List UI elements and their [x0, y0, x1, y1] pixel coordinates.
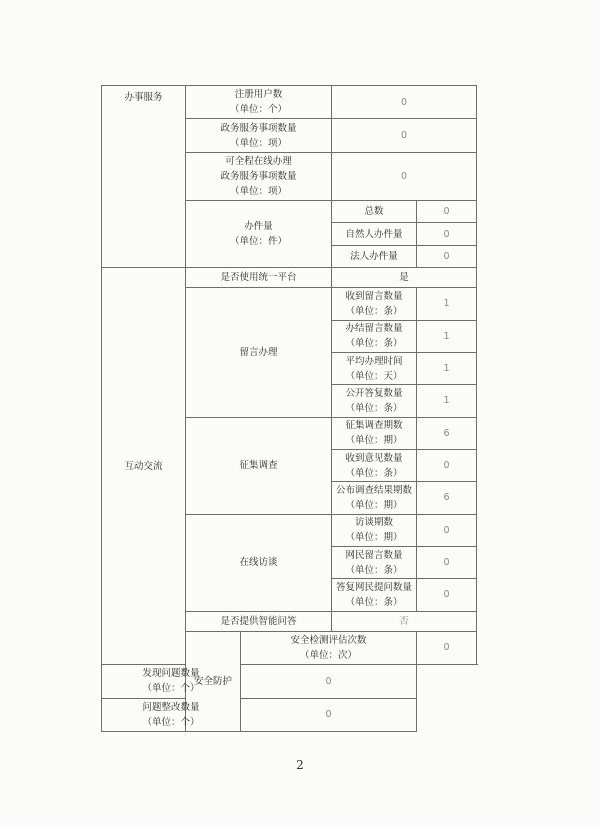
unified-platform-value: 是	[332, 267, 477, 287]
unified-platform-label: 是否使用统一平台	[186, 267, 332, 287]
section-security-title: 安全防护	[186, 631, 241, 731]
interview-answered-label: 答复网民提问数量 （单位：条）	[332, 579, 417, 611]
messages-received-label: 收到留言数量 （单位：条）	[332, 288, 417, 320]
messages-title: 留言办理	[186, 288, 332, 417]
case-legal-value: 0	[417, 245, 477, 267]
messages-received-value: 1	[417, 288, 477, 320]
messages-closed-label: 办结留言数量 （单位：条）	[332, 320, 417, 352]
service-items-label: 政务服务事项数量 （单位：项）	[186, 119, 332, 152]
service-items-value: 0	[332, 119, 477, 152]
statistics-table	[101, 85, 477, 732]
survey-opinions-label: 收到意见数量 （单位：条）	[332, 449, 417, 481]
table-row	[102, 665, 477, 698]
section-interaction-title: 互动交流	[102, 267, 186, 664]
security-issues-value: 0	[241, 665, 417, 698]
security-tests-label: 安全检测评估次数 （单位：次）	[241, 631, 417, 664]
page-number: 2	[296, 758, 304, 772]
registered-users-value: 0	[332, 86, 477, 119]
messages-closed-value: 1	[417, 320, 477, 352]
security-tests-value: 0	[417, 631, 477, 664]
security-issues-label: 发现问题数量 （单位：个）	[102, 665, 241, 698]
case-volume-label: 办件量 （单位：件）	[186, 201, 332, 268]
messages-public-replies-value: 1	[417, 385, 477, 417]
survey-opinions-value: 0	[417, 449, 477, 481]
interview-periods-label: 访谈期数 （单位：期）	[332, 514, 417, 546]
security-fixes-value: 0	[241, 698, 417, 731]
smart-qa-value: 否	[332, 611, 477, 631]
interview-periods-value: 0	[417, 514, 477, 546]
survey-published-value: 6	[417, 482, 477, 514]
interview-title: 在线访谈	[186, 514, 332, 611]
survey-title: 征集调查	[186, 417, 332, 514]
case-legal-label: 法人办件量	[332, 245, 417, 267]
messages-avg-time-label: 平均办理时间 （单位：天）	[332, 352, 417, 384]
survey-periods-value: 6	[417, 417, 477, 449]
table-row	[102, 698, 477, 731]
section-service-title: 办事服务	[102, 86, 186, 268]
messages-public-replies-label: 公开答复数量 （单位：条）	[332, 385, 417, 417]
interview-answered-value: 0	[417, 579, 477, 611]
interview-questions-label: 网民留言数量 （单位：条）	[332, 546, 417, 578]
interview-questions-value: 0	[417, 546, 477, 578]
survey-periods-label: 征集调查期数 （单位：期）	[332, 417, 417, 449]
table-row	[102, 86, 477, 119]
smart-qa-label: 是否提供智能问答	[186, 611, 332, 631]
online-items-value: 0	[332, 152, 477, 201]
online-items-label: 可全程在线办理 政务服务事项数量 （单位：项）	[186, 152, 332, 201]
case-natural-label: 自然人办件量	[332, 223, 417, 245]
case-total-value: 0	[417, 201, 477, 223]
messages-avg-time-value: 1	[417, 352, 477, 384]
table-row	[102, 267, 477, 287]
survey-published-label: 公布调查结果期数 （单位：期）	[332, 482, 417, 514]
case-natural-value: 0	[417, 223, 477, 245]
registered-users-label: 注册用户数 （单位：个）	[186, 86, 332, 119]
security-fixes-label: 问题整改数量 （单位：个）	[102, 698, 241, 731]
case-total-label: 总数	[332, 201, 417, 223]
